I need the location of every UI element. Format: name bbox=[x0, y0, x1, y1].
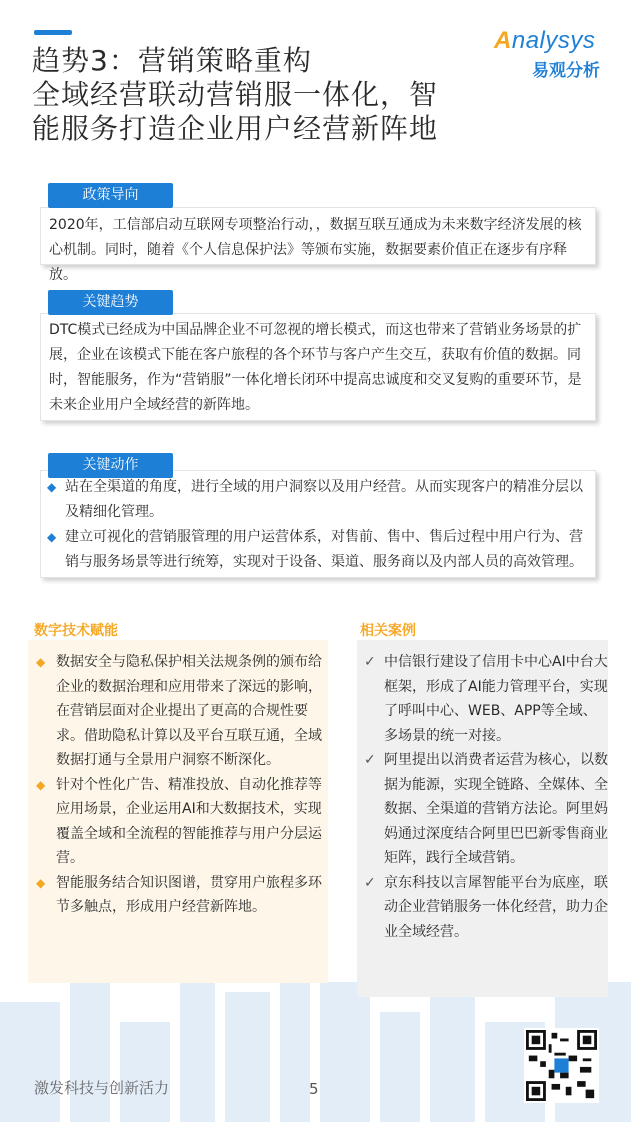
trend-tag: 关键趋势 bbox=[48, 290, 173, 315]
list-item: ◆ 针对个性化广告、精准投放、自动化推荐等应用场景，企业运用AI和大数据技术，实现覆盖全域和全流程的智能推荐与用户分层运营。 bbox=[36, 773, 328, 871]
digital-list bbox=[36, 650, 328, 920]
page-number: 5 bbox=[309, 1080, 319, 1098]
list-item: ✓ 中信银行建设了信用卡中心AI中台大框架，形成了AI能力管理平台，实现了呼叫中心、WEB、APP等全域、多场景的统一对接。 bbox=[364, 650, 608, 748]
action-box bbox=[40, 470, 596, 578]
cases-list bbox=[364, 650, 608, 944]
title-accent-bar bbox=[34, 30, 72, 35]
trend-text: DTC模式已经成为中国品牌企业不可忽视的增长模式，而这也带来了营销业务场景的扩展，企业在该模式下能在客户旅程的各个环节与客户产生交互，获取有价值的数据。同时，智能服务，作为“营销服”一体化增长闭环中提高忠诚度和交叉复购的重要环节，是未来企业用户全域经营的新阵地。 bbox=[49, 322, 582, 413]
check-icon: ✓ bbox=[364, 752, 376, 768]
diamond-bullet-icon: ◆ bbox=[36, 655, 46, 669]
diamond-bullet-icon: ◆ bbox=[47, 480, 57, 494]
footer-slogan: 激发科技与创新活力 bbox=[34, 1079, 170, 1097]
analysys-logo: Analysys 易观分析 bbox=[494, 28, 614, 81]
cases-heading: 相关案例 bbox=[360, 623, 416, 639]
page-title bbox=[32, 44, 532, 146]
policy-text: 2020年，工信部启动互联网专项整治行动，，数据互联互通成为未来数字经济发展的核心机制。同时，随着《个人信息保护法》等颁布实施，数据要素价值正在逐步有序释放。 bbox=[49, 217, 582, 283]
qr-code bbox=[524, 1028, 599, 1103]
diamond-bullet-icon: ◆ bbox=[36, 875, 46, 890]
policy-tag: 政策导向 bbox=[48, 183, 173, 208]
check-icon: ✓ bbox=[364, 874, 376, 891]
diamond-bullet-icon: ◆ bbox=[47, 530, 57, 544]
action-tag: 关键动作 bbox=[48, 453, 173, 478]
action-item: ◆ 站在全渠道的角度，进行全域的用户洞察以及用户经营。从而实现客户的精准分层以及精细化管理。 bbox=[41, 475, 595, 525]
list-item: ◆ 数据安全与隐私保护相关法规条例的颁布给企业的数据治理和应用带来了深远的影响，在营销层面对企业提出了更高的合规性要求。借助隐私计算以及平台互联互通，全域数据打通与全景用户洞察不断深化。 bbox=[36, 650, 328, 773]
check-icon: ✓ bbox=[364, 654, 376, 670]
action-item: ◆ 建立可视化的营销服管理的用户运营体系，对售前、售中、售后过程中用户行为、营销与服务场景等进行统筹，实现对于设备、渠道、服务商以及内部人员的高效管理。 bbox=[41, 525, 595, 575]
trend-box bbox=[40, 313, 596, 421]
title-line-2: 全域经营联动营销服一体化，智 bbox=[32, 78, 439, 111]
diamond-bullet-icon: ◆ bbox=[36, 777, 46, 792]
policy-box bbox=[40, 207, 596, 283]
digital-heading: 数字技术赋能 bbox=[34, 623, 118, 639]
title-line-1: 趋势3：营销策略重构 bbox=[32, 44, 312, 77]
list-item: ✓ 阿里提出以消费者运营为核心，以数据为能源，实现全链路、全媒体、全数据、全渠道的营销方法论。阿里妈妈通过深度结合阿里巴巴新零售商业矩阵，践行全域营销。 bbox=[364, 748, 608, 871]
title-line-3: 能服务打造企业用户经营新阵地 bbox=[32, 112, 439, 145]
logo-cn: 易观分析 bbox=[532, 61, 600, 81]
list-item: ◆ 智能服务结合知识图谱，贯穿用户旅程多环节多触点，形成用户经营新阵地。 bbox=[36, 871, 328, 920]
list-item: ✓ 京东科技以言犀智能平台为底座，联动企业营销服务一体化经营，助力企业全域经营。 bbox=[364, 871, 608, 945]
